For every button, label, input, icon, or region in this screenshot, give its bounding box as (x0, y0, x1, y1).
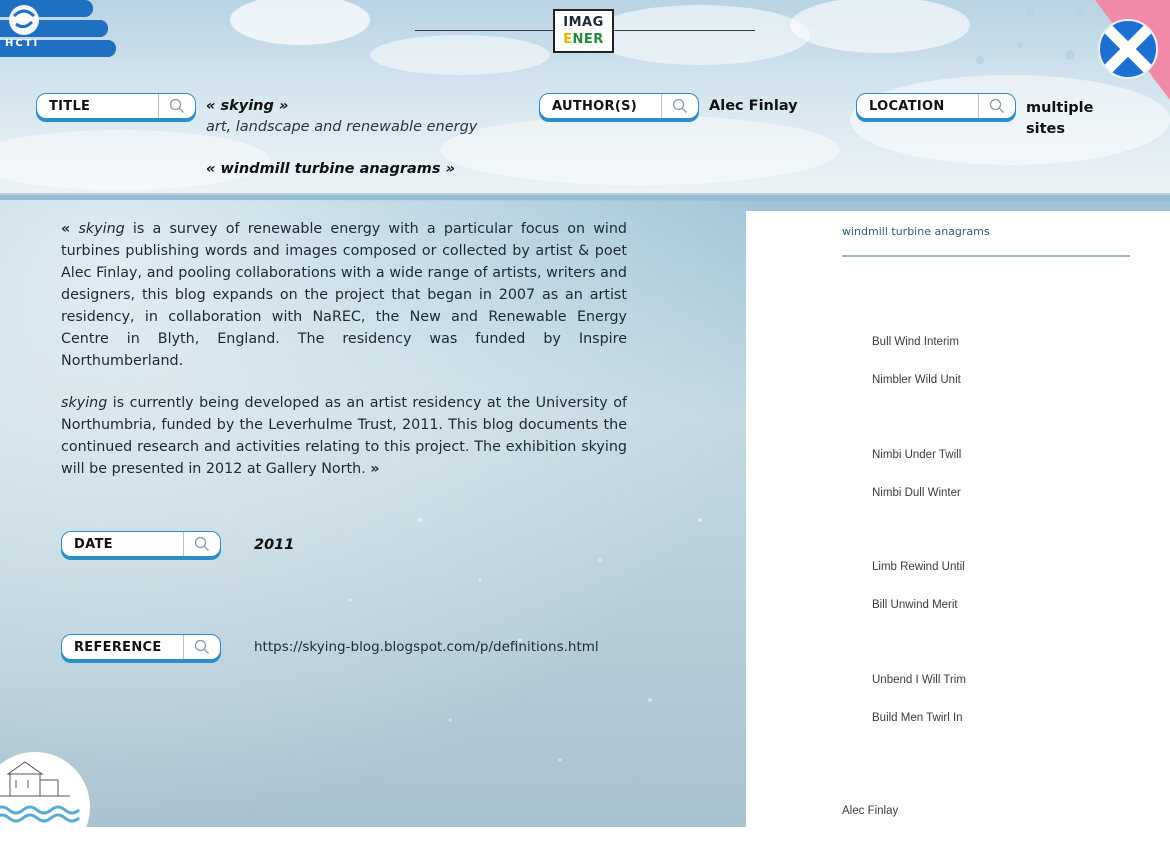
reference-label: REFERENCE (74, 639, 162, 655)
title-pill[interactable] (36, 93, 196, 119)
project-logo (553, 9, 614, 53)
org-logo-bars (0, 0, 118, 60)
authors-pill[interactable] (539, 93, 699, 119)
date-pill[interactable] (61, 531, 221, 557)
date-field (61, 530, 221, 558)
title-subtitle: art, landscape and renewable energy (206, 119, 478, 135)
anagram-item: Limb Rewind Until (872, 561, 965, 573)
bottom-emblem-icon (0, 752, 90, 862)
anagram-item: Build Men Twirl In (872, 712, 963, 724)
location-value-line2: sites (1026, 121, 1065, 137)
project-logo-line1: IMAG (563, 15, 604, 30)
search-icon[interactable] (158, 94, 195, 118)
authors-label: AUTHOR(S) (552, 98, 637, 114)
anagram-item: Nimbi Dull Winter (872, 487, 961, 499)
title-field (36, 92, 196, 120)
org-logo (0, 0, 118, 60)
location-value (1026, 98, 1094, 140)
anagram-item: Bill Unwind Merit (872, 599, 958, 611)
description-paragraph-1 (61, 218, 627, 372)
panel-title: windmill turbine anagrams (842, 225, 990, 238)
description-p1-text: is a survey of renewable energy with a particular focus on wind turbines publishing words and images composed or collected by artist & poet Alec Finlay, and pooling collaborations with a wide range of artists, writers and designers, this blog expands on the project that began in 2007 as an artist residency, in collaboration with NaREC, the New and Renewable Energy Centre in Blyth, England. The residency was funded by Inspire Northumberland. (61, 221, 627, 369)
description-p2-em: skying (61, 395, 108, 411)
reference-pill[interactable] (61, 634, 221, 660)
project-logo-ner: NER (572, 32, 604, 47)
project-logo-e: E (563, 32, 573, 47)
reference-link[interactable]: https://skying-blog.blogspot.com/p/definitions.html (254, 639, 599, 655)
date-label: DATE (74, 536, 113, 552)
anagram-panel (746, 211, 1170, 827)
title-value: « skying » (206, 98, 289, 114)
anagram-item: Unbend I Will Trim (872, 674, 966, 686)
scotland-flag-icon (1098, 19, 1158, 79)
date-value: 2011 (254, 537, 295, 553)
header-rule-left (415, 30, 553, 31)
anagram-item: Nimbi Under Twill (872, 449, 962, 461)
location-pill[interactable] (856, 93, 1016, 119)
location-label: LOCATION (869, 98, 945, 114)
description-p2-text: is currently being developed as an artist residency at the University of Northumbria, funded by the Leverhulme Trust, 2011. This blog documents the continued research and activities relating to this project. The exhibition skying will be presented in 2012 at Gallery North. (61, 395, 627, 477)
org-logo-text: HCTI (5, 38, 40, 49)
search-icon[interactable] (183, 635, 220, 659)
header-rule-right (614, 30, 755, 31)
panel-author: Alec Finlay (842, 805, 899, 817)
authors-field (539, 92, 699, 120)
search-icon[interactable] (978, 94, 1015, 118)
search-icon[interactable] (183, 532, 220, 556)
anagram-item: Nimbler Wild Unit (872, 374, 961, 386)
location-value-line1: multiple (1026, 100, 1094, 116)
description-paragraph-2 (61, 392, 627, 480)
title-secondary: « windmill turbine anagrams » (206, 161, 455, 177)
reference-field (61, 633, 221, 661)
title-label: TITLE (49, 98, 91, 114)
open-quote: « (61, 221, 71, 237)
location-field (856, 92, 1016, 120)
description-p1-em: skying (78, 221, 125, 237)
description (61, 218, 627, 500)
panel-divider (842, 255, 1130, 257)
search-icon[interactable] (661, 94, 698, 118)
anagram-item: Bull Wind Interim (872, 336, 959, 348)
close-quote: » (370, 461, 380, 477)
project-logo-line2 (555, 31, 612, 48)
authors-value: Alec Finlay (709, 98, 798, 114)
